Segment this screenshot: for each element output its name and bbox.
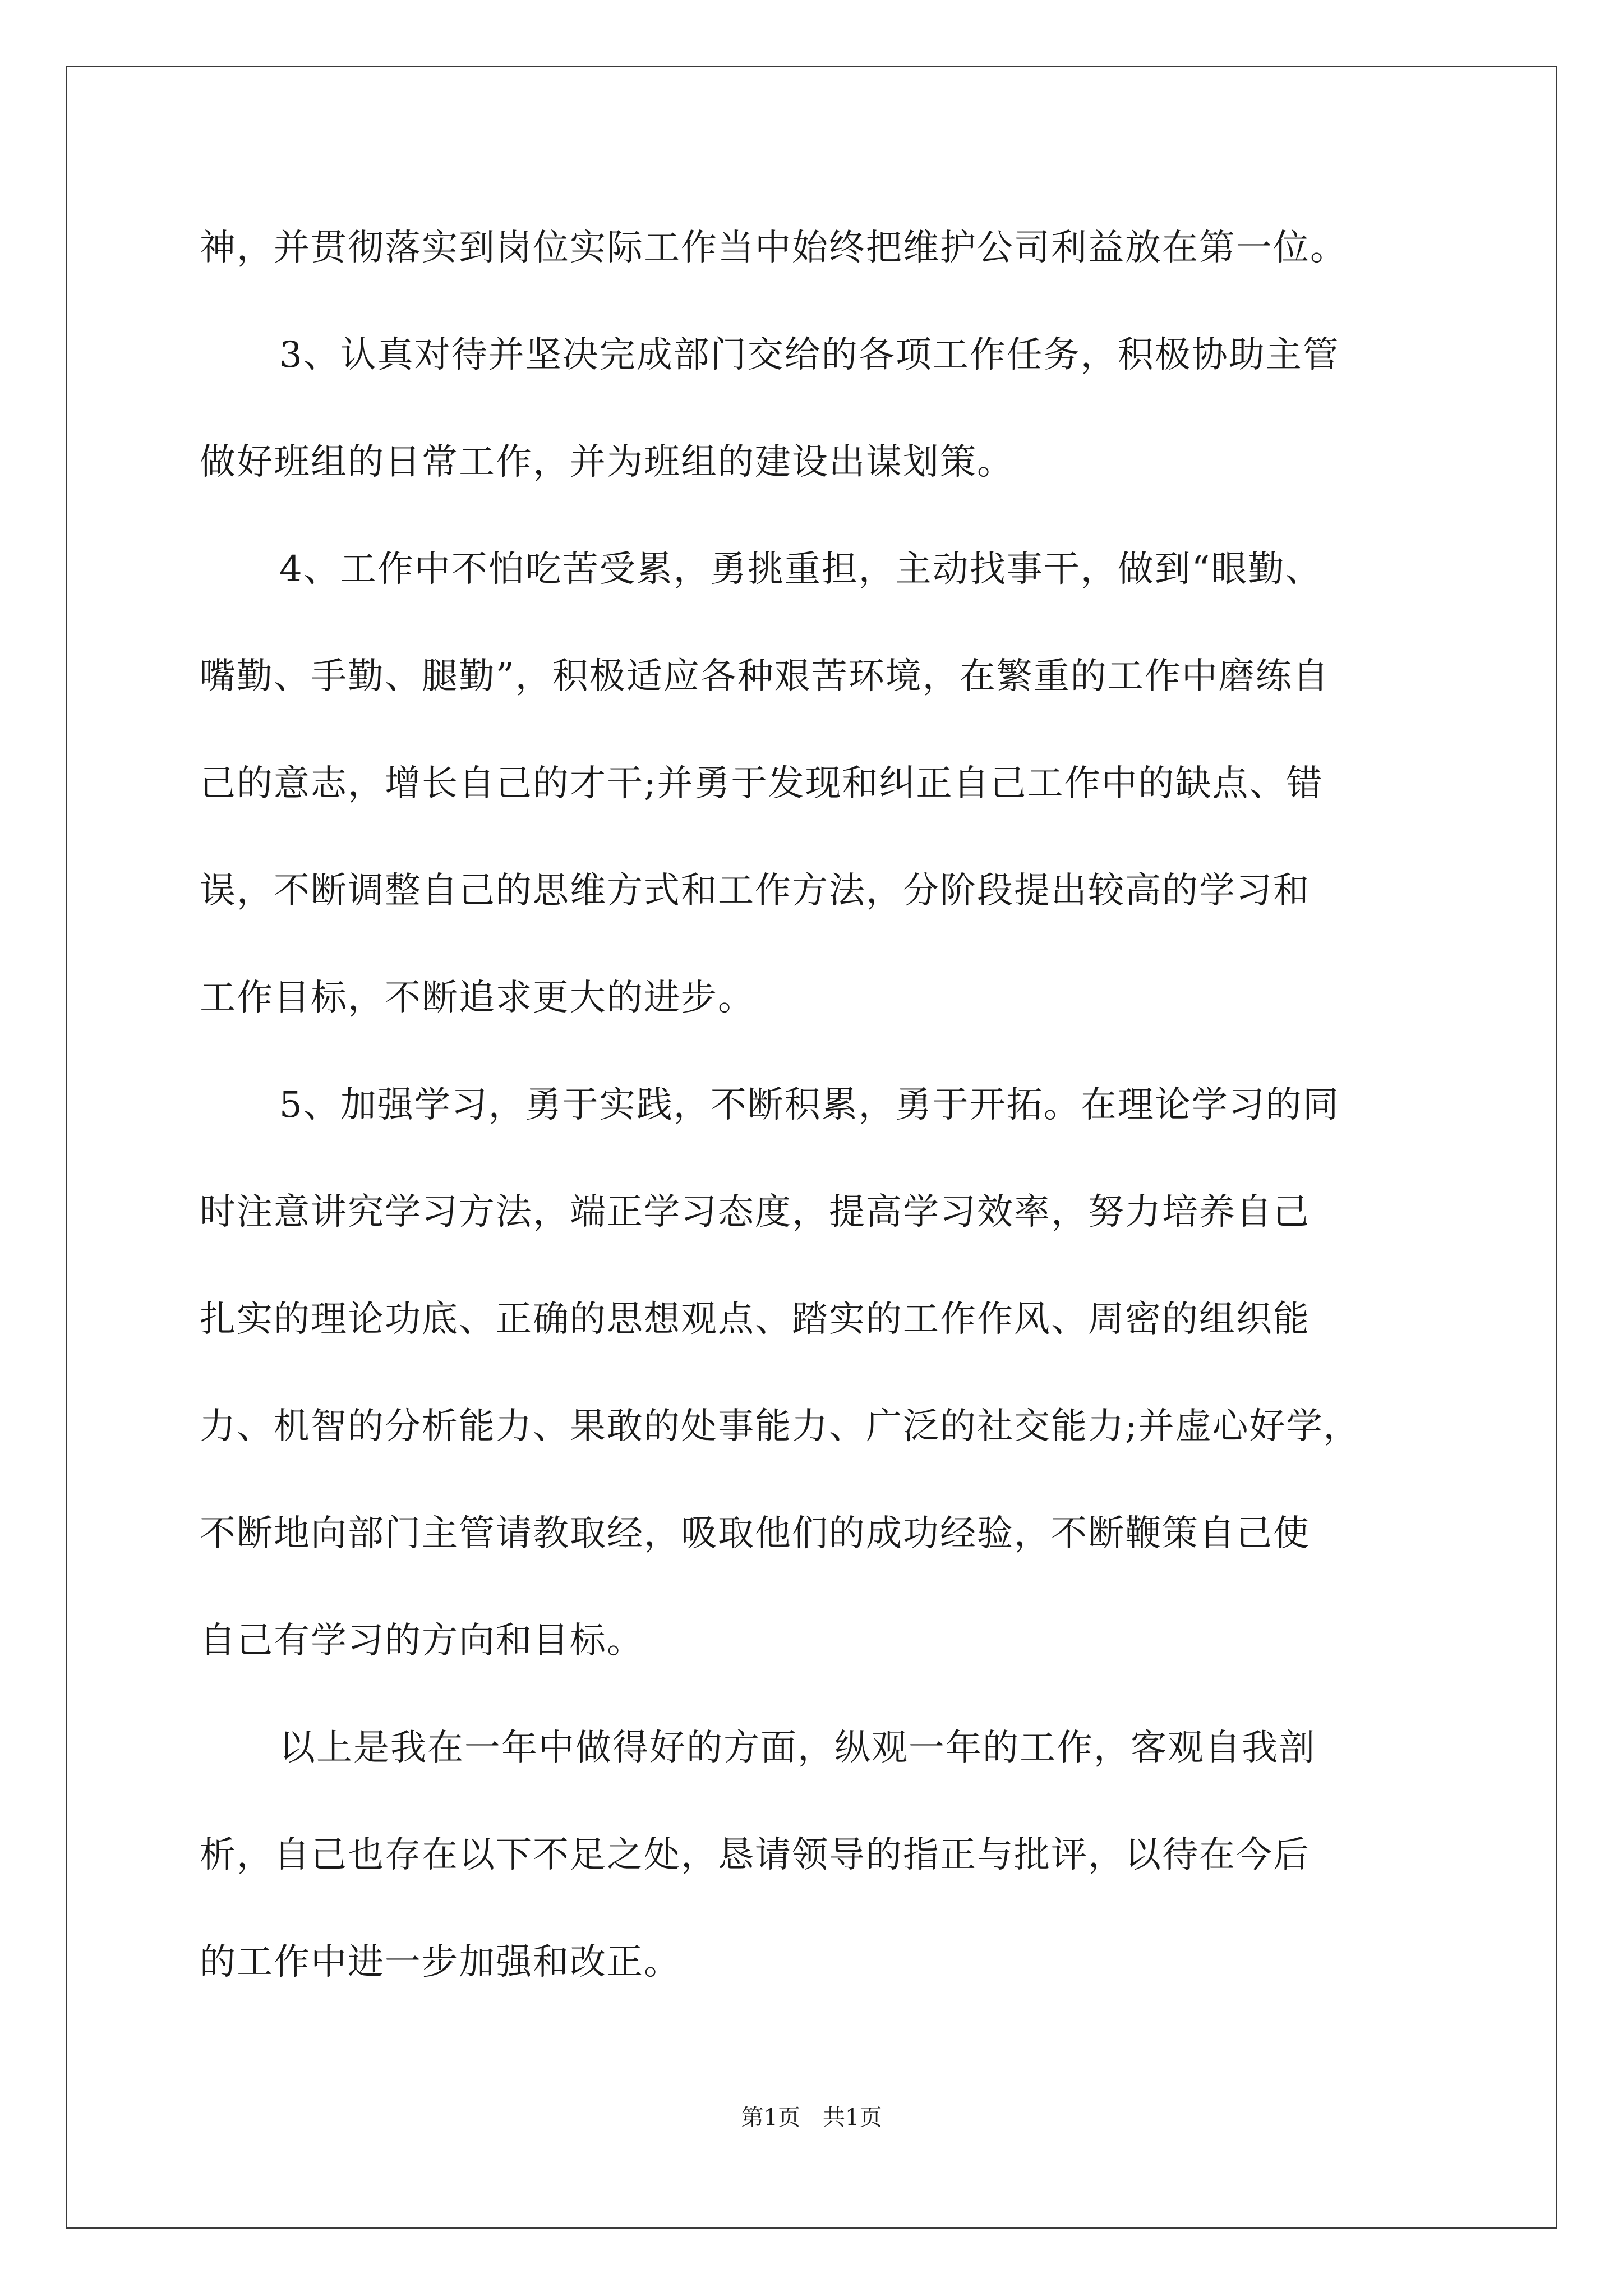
text-line: 嘴勤、手勤、腿勤”，积极适应各种艰苦环境，在繁重的工作中磨练自 bbox=[200, 656, 1330, 697]
text-line: 己的意志，增长自己的才干;并勇于发现和纠正自己工作中的缺点、错 bbox=[200, 763, 1324, 804]
text-line: 误，不断调整自己的思维方式和工作方法，分阶段提出较高的学习和 bbox=[200, 870, 1310, 912]
text-line: 的工作中进一步加强和改正。 bbox=[200, 1941, 681, 1983]
document-body bbox=[200, 209, 1439, 2030]
text-line: 以上是我在一年中做得好的方面，纵观一年的工作，客观自我剖 bbox=[279, 1727, 1316, 1769]
text-line: 4、工作中不怕吃苦受累，勇挑重担，主动找事干，做到“眼勤、 bbox=[279, 549, 1322, 590]
page-footer: 第1页 共1页 bbox=[741, 2105, 882, 2131]
text-line: 5、加强学习，勇于实践，不断积累，勇于开拓。在理论学习的同 bbox=[279, 1084, 1340, 1126]
text-line: 做好班组的日常工作，并为班组的建设出谋划策。 bbox=[200, 441, 1014, 483]
text-line: 工作目标，不断追求更大的进步。 bbox=[200, 977, 755, 1019]
text-line: 力、机智的分析能力、果敢的处事能力、广泛的社交能力;并虚心好学， bbox=[200, 1406, 1361, 1447]
text-line: 时注意讲究学习方法，端正学习态度，提高学习效率，努力培养自己 bbox=[200, 1191, 1310, 1233]
text-line: 3、认真对待并坚决完成部门交给的各项工作任务，积极协助主管 bbox=[279, 334, 1340, 376]
text-line: 不断地向部门主管请教取经，吸取他们的成功经验，不断鞭策自己使 bbox=[200, 1513, 1310, 1554]
text-line: 析，自己也存在以下不足之处，恳请领导的指正与批评，以待在今后 bbox=[200, 1834, 1310, 1876]
text-line: 自己有学习的方向和目标。 bbox=[200, 1620, 644, 1662]
text-line: 神，并贯彻落实到岗位实际工作当中始终把维护公司利益放在第一位。 bbox=[200, 227, 1347, 269]
text-line: 扎实的理论功底、正确的思想观点、踏实的工作作风、周密的组织能 bbox=[200, 1299, 1310, 1340]
